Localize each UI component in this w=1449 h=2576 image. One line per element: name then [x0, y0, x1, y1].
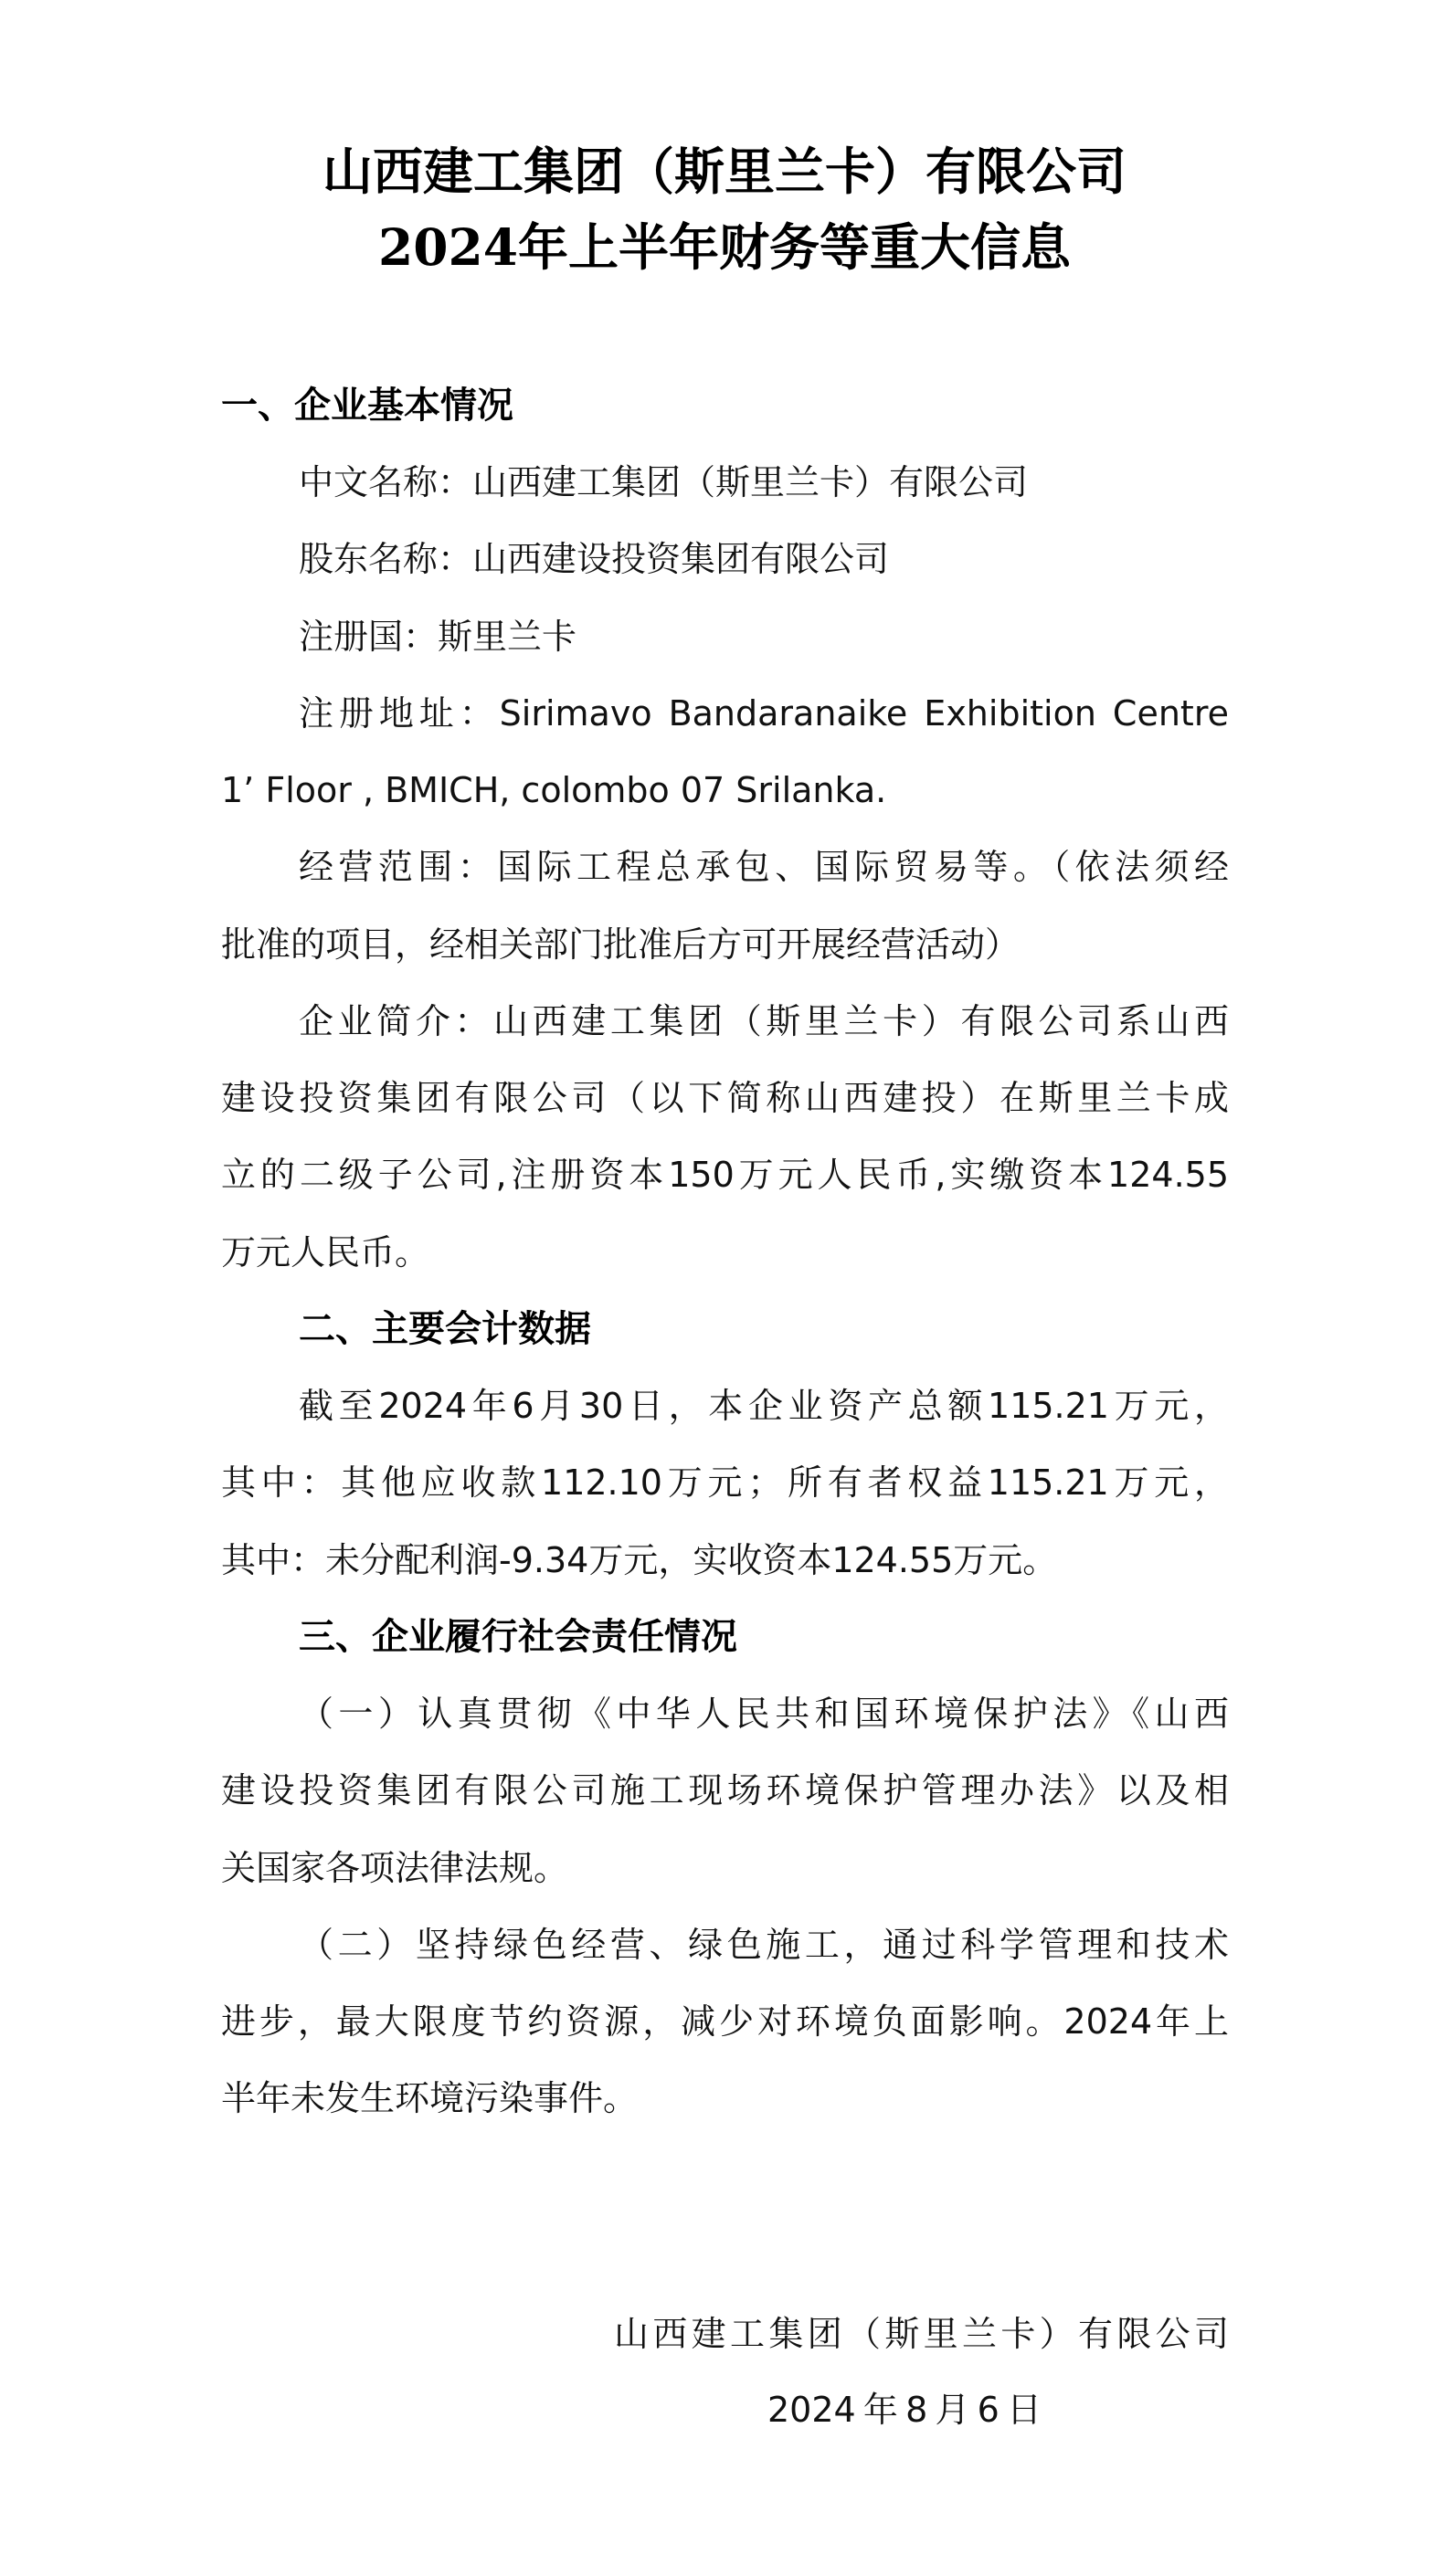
registered-address-line-2: 1’ Floor , BMICH, colombo 07 Srilanka.: [221, 770, 887, 810]
signature-date: 2024年8月6日: [767, 2390, 1042, 2430]
chinese-name-line: 中文名称：山西建工集团（斯里兰卡）有限公司: [299, 462, 1029, 502]
responsibility-item-2-line-2: 进步，最大限度节约资源，减少对环境负面影响。2024年上: [221, 2001, 1229, 2042]
accounting-line-3: 其中：未分配利润-9.34万元，实收资本124.55万元。: [221, 1540, 1058, 1580]
section-heading-social-responsibility: 三、企业履行社会责任情况: [299, 1616, 737, 1658]
responsibility-item-2-line-1: （二）坚持绿色经营、绿色施工，通过科学管理和技术: [299, 1925, 1229, 1965]
accounting-line-2: 其中：其他应收款112.10万元；所有者权益115.21万元，: [221, 1462, 1229, 1503]
responsibility-item-1-line-1: （一）认真贯彻《中华人民共和国环境保护法》《山西: [299, 1694, 1229, 1734]
business-scope-line-2: 批准的项目，经相关部门批准后方可开展经营活动）: [221, 924, 1021, 965]
shareholder-line: 股东名称：山西建设投资集团有限公司: [299, 539, 890, 579]
company-profile-line-4: 万元人民币。: [221, 1232, 430, 1272]
document-title-line-2: 2024年上半年财务等重大信息: [377, 217, 1072, 277]
section-heading-accounting-data: 二、主要会计数据: [299, 1308, 591, 1350]
company-profile-line-2: 建设投资集团有限公司（以下简称山西建投）在斯里兰卡成: [221, 1078, 1229, 1118]
section-heading-basic-info: 一、企业基本情况: [221, 385, 513, 427]
company-profile-line-1: 企业简介：山西建工集团（斯里兰卡）有限公司系山西: [299, 1001, 1229, 1041]
responsibility-item-2-line-3: 半年未发生环境污染事件。: [221, 2078, 639, 2118]
registered-address-line-1: 注册地址：Sirimavo Bandaranaike Exhibition Centre: [299, 693, 1229, 734]
responsibility-item-1-line-2: 建设投资集团有限公司施工现场环境保护管理办法》以及相: [221, 1770, 1229, 1811]
signature-company: 山西建工集团（斯里兰卡）有限公司: [614, 2314, 1229, 2354]
business-scope-line-1: 经营范围：国际工程总承包、国际贸易等。（依法须经: [299, 847, 1229, 887]
accounting-line-1: 截至2024年6月30日，本企业资产总额115.21万元，: [299, 1386, 1229, 1426]
registered-country-line: 注册国：斯里兰卡: [299, 617, 577, 657]
document-title-line-1: 山西建工集团（斯里兰卡）有限公司: [322, 142, 1126, 201]
company-profile-line-3: 立的二级子公司,注册资本150万元人民币,实缴资本124.55: [221, 1155, 1229, 1195]
responsibility-item-1-line-3: 关国家各项法律法规。: [221, 1848, 569, 1888]
